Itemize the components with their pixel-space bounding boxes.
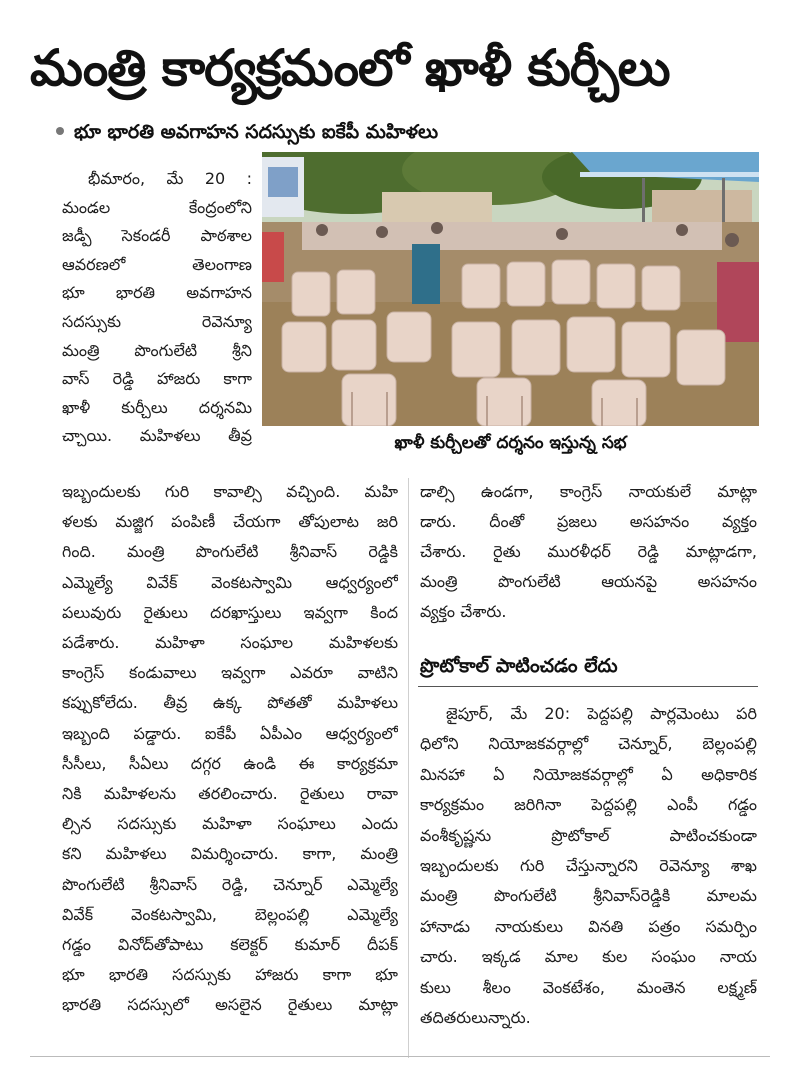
text-line: ళలకు మజ్జిగ పంపిణీ చేయగా తోపులాట జరి [62, 512, 398, 532]
text-line: ఇబ్బంది పడ్డారు. ఐకేపీ ఏపీఎం ఆధ్వర్యంలో [62, 723, 398, 743]
text-line: కార్యక్రమం జరిగినా పెద్దపల్లి ఎంపీ గడ్డం [420, 795, 757, 815]
text-line: వ్యక్తం చేశారు. [420, 602, 507, 621]
text-line: తదితరులున్నారు. [420, 1008, 531, 1027]
text-line: ఇబ్బందులకు గురి చేస్తున్నారని రెవెన్యూ శాఖ [420, 856, 757, 875]
text-line: మినహా ఏ నియోజకవర్గాల్లో ఏ అధికారిక [420, 764, 757, 784]
text-line: పడేశారు. మహిళా సంఘాల మహిళలకు [62, 633, 398, 652]
text-line: ల్సిన సదస్సుకు మహిళా సంఘాలు ఎందు [62, 814, 398, 834]
text-line: సీసీలు, సీఏలు దగ్గర ఉండి ఈ కార్యక్రమా [62, 753, 398, 773]
subheading: భూ భారతి అవగాహన సదస్సుకు ఐకేపీ మహిళలు [74, 121, 439, 143]
text-line: కాంగ్రెస్ కండువాలు ఇవ్వగా ఎవరూ వాటిని [62, 663, 398, 683]
bullet-icon [56, 127, 64, 135]
text-line: వంశీకృష్ణను ప్రొటోకాల్ పాటించకుండా [420, 825, 757, 845]
text-line: డాల్సి ఉండగా, కాంగ్రెస్ నాయకులే మాట్లా [420, 482, 757, 501]
text-line: కని మహిళలు విమర్శించారు. కాగా, మంత్రి [62, 844, 398, 864]
section-underline [418, 686, 758, 687]
text-line: నికి మహిళలను తరలించారు. రైతులు రావా [62, 784, 398, 803]
text-line: భీమారం, మే 20 : [88, 169, 252, 188]
text-line: భూ భారతి సదస్సుకు హాజరు కాగా భూ [62, 965, 398, 985]
text-line: జైపూర్, మే 20: పెద్దపల్లి పార్లమెంటు పరి [446, 704, 757, 723]
text-line: జడ్పీ సెకండరీ పాఠశాల [62, 226, 252, 246]
headline: మంత్రి కార్యక్రమంలో ఖాళీ కుర్చీలు [30, 39, 670, 97]
text-line: చారు. ఇక్కడ మాల కుల సంఘం నాయ [420, 947, 757, 967]
text-line: మంత్రి పొంగులేటి శ్రీనివాస్‌రెడ్డికి మాలమ [420, 886, 757, 906]
text-line: సదస్సుకు రెవెన్యూ [62, 312, 252, 331]
text-line: మంత్రి పొంగులేటి ఆయనపై అసహనం [420, 572, 757, 591]
text-line: ఖాళీ కుర్చీలు దర్శనమి [62, 397, 252, 417]
text-line: ధిలోని నియోజకవర్గాల్లో చెన్నూర్, బెల్లంపల్లి [420, 734, 757, 754]
text-line: ఇబ్బందులకు గురి కావాల్సి వచ్చింది. మహి [62, 482, 398, 501]
text-line: కప్పుకోలేదు. తీవ్ర ఉక్క పోతతో మహిళలు [62, 693, 398, 713]
text-line: మండల కేంద్రంలోని [62, 197, 252, 217]
text-line: భూ భారతి అవగాహన [62, 283, 252, 303]
text-line: హానాడు నాయకులు వినతి పత్రం సమర్పిం [420, 916, 757, 936]
text-line: చేశారు. రైతు మురళీధర్ రెడ్డి మాట్లాడగా, [420, 542, 757, 561]
section-heading: ప్రొటోకాల్ పాటించడం లేదు [420, 655, 618, 677]
text-line: కులు శీలం వెంకటేశం, మంతెన లక్ష్మణ్ [420, 977, 757, 997]
bottom-divider [30, 1056, 770, 1057]
text-line: ఆవరణలో తెలంగాణ [62, 254, 252, 274]
news-photo [262, 152, 759, 426]
text-line: భారతి సదస్సులో అసలైన రైతులు మాట్లా [62, 995, 398, 1015]
text-line: పలువురు రైతులు దరఖాస్తులు ఇవ్వగా కింద [62, 602, 398, 622]
text-line: పొంగులేటి శ్రీనివాస్ రెడ్డి, చెన్నూర్ ఎమ్మెల్యే [62, 874, 398, 894]
text-line: గింది. మంత్రి పొంగులేటి శ్రీనివాస్ రెడ్డికి [62, 542, 398, 562]
text-line: మంత్రి పొంగులేటి శ్రీని [62, 340, 252, 360]
text-line: గడ్డం వినోద్‌తోపాటు కలెక్టర్ కుమార్ దీపక్ [62, 935, 398, 954]
text-line: వాస్ రెడ్డి హాజరు కాగా [62, 369, 252, 389]
text-line: డారు. దీంతో ప్రజలు అసహనం వ్యక్తం [420, 512, 757, 531]
text-line: ఎమ్మెల్యే వివేక్ వెంకటస్వామి ఆధ్వర్యంలో [62, 572, 398, 592]
column-divider [408, 478, 409, 1058]
text-line: వివేక్ వెంకటస్వామి, బెల్లంపల్లి ఎమ్మెల్యే [62, 904, 398, 924]
text-line: చ్చాయి. మహిళలు తీవ్ర [62, 426, 252, 446]
photo-caption: ఖాళీ కుర్చీలతో దర్శనం ఇస్తున్న సభ [394, 433, 627, 453]
